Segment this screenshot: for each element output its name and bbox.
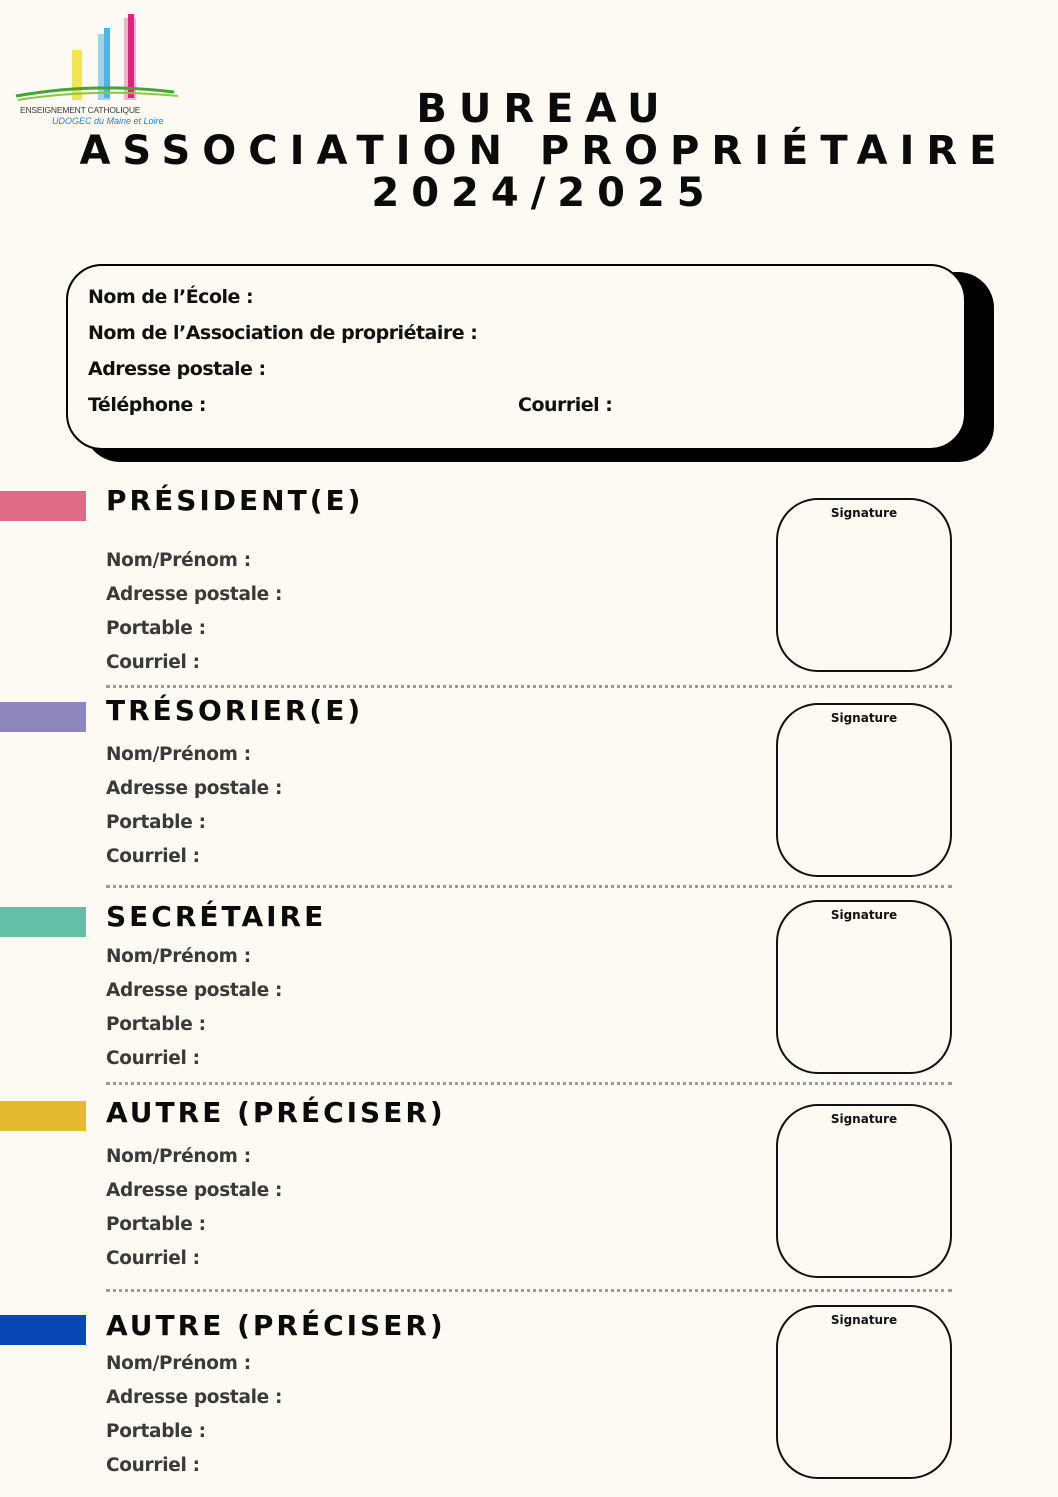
- section-divider: [106, 1082, 952, 1085]
- signature-label: Signature: [830, 711, 898, 725]
- section-color-bar: [0, 1101, 86, 1131]
- name-field-label: Nom/Prénom :: [106, 550, 251, 571]
- signature-box[interactable]: [776, 498, 952, 672]
- email-field-label: Courriel :: [106, 1048, 200, 1069]
- section-title: AUTRE (PRÉCISER): [106, 1096, 446, 1129]
- section-divider: [106, 1289, 952, 1292]
- logo-text-line1: ENSEIGNEMENT CATHOLIQUE: [20, 105, 141, 115]
- name-field-label: Nom/Prénom :: [106, 744, 251, 765]
- school-info-box: [66, 264, 966, 450]
- logo-text-line2: UDOGEC du Maine et Loire: [52, 116, 164, 126]
- title-line-1: BUREAU: [416, 86, 672, 132]
- phone-label: Téléphone :: [88, 394, 207, 416]
- section-color-bar: [0, 1315, 86, 1345]
- title-line-2: ASSOCIATION PROPRIÉTAIRE: [79, 128, 1009, 174]
- mobile-field-label: Portable :: [106, 812, 206, 833]
- school-name-label: Nom de l’École :: [88, 286, 254, 308]
- signature-box[interactable]: [776, 1104, 952, 1278]
- mobile-field-label: Portable :: [106, 1014, 206, 1035]
- signature-label: Signature: [830, 908, 898, 922]
- section-color-bar: [0, 907, 86, 937]
- email-field-label: Courriel :: [106, 846, 200, 867]
- section-title: PRÉSIDENT(E): [106, 484, 364, 517]
- signature-label: Signature: [830, 1112, 898, 1126]
- postal-address-label: Adresse postale :: [88, 358, 266, 380]
- email-field-label: Courriel :: [106, 652, 200, 673]
- address-field-label: Adresse postale :: [106, 1387, 283, 1408]
- name-field-label: Nom/Prénom :: [106, 1353, 251, 1374]
- mobile-field-label: Portable :: [106, 618, 206, 639]
- section-color-bar: [0, 491, 86, 521]
- address-field-label: Adresse postale :: [106, 1180, 283, 1201]
- section-color-bar: [0, 702, 86, 732]
- title-line-3: 2024/2025: [371, 170, 717, 216]
- association-name-label: Nom de l’Association de propriétaire :: [88, 322, 478, 344]
- mobile-field-label: Portable :: [106, 1421, 206, 1442]
- section-title: SECRÉTAIRE: [106, 900, 327, 933]
- page-title: [0, 88, 1058, 214]
- signature-label: Signature: [830, 1313, 898, 1327]
- section-title: AUTRE (PRÉCISER): [106, 1309, 446, 1342]
- email-field-label: Courriel :: [106, 1455, 200, 1476]
- mobile-field-label: Portable :: [106, 1214, 206, 1235]
- address-field-label: Adresse postale :: [106, 584, 283, 605]
- email-field-label: Courriel :: [106, 1248, 200, 1269]
- name-field-label: Nom/Prénom :: [106, 946, 251, 967]
- section-divider: [106, 885, 952, 888]
- section-divider: [106, 685, 952, 688]
- signature-box[interactable]: [776, 703, 952, 877]
- address-field-label: Adresse postale :: [106, 980, 283, 1001]
- signature-box[interactable]: [776, 1305, 952, 1479]
- section-title: TRÉSORIER(E): [106, 694, 364, 727]
- address-field-label: Adresse postale :: [106, 778, 283, 799]
- signature-box[interactable]: [776, 900, 952, 1074]
- name-field-label: Nom/Prénom :: [106, 1146, 251, 1167]
- signature-label: Signature: [830, 506, 898, 520]
- email-label: Courriel :: [518, 394, 613, 416]
